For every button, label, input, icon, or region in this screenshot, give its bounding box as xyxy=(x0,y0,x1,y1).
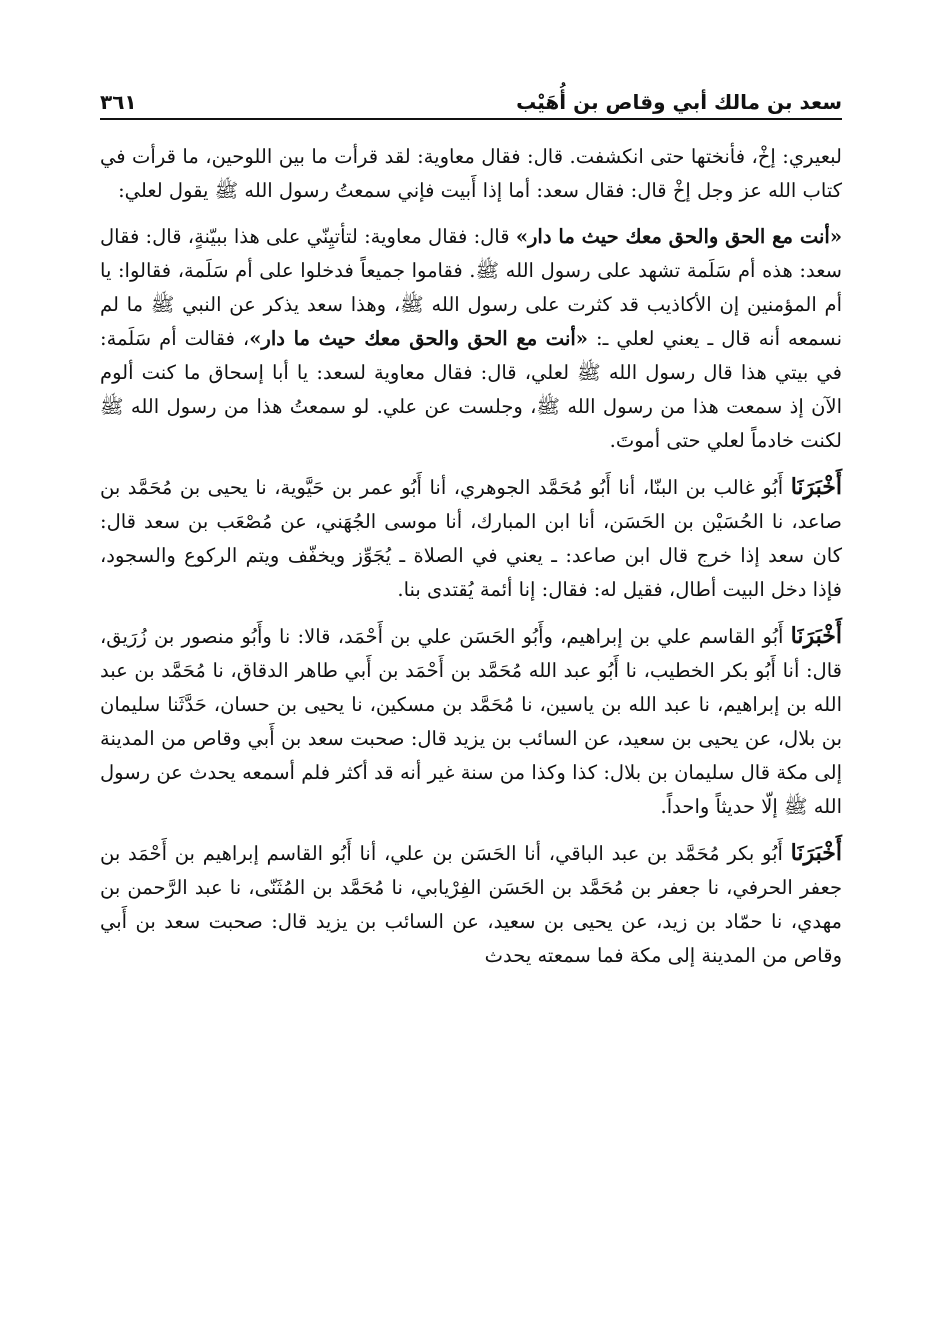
paragraph xyxy=(100,619,842,824)
body-text xyxy=(100,140,842,985)
text-segment: لبعيري: إخْ، فأنختها حتى انكشفت. قال: فقال معاوية: لقد قرأت ما بين اللوحين، ما قرأت في كتاب الله عز وجل إخْ قال: فقال سعد: أما إذا أَبيت فإني سمعتُ رسول الله ﷺ يقول لعلي: xyxy=(100,145,842,202)
narration-marker: أَخْبَرَنَا xyxy=(790,840,842,866)
hadith-quote: «أنت مع الحق والحق معك حيث ما دار» xyxy=(249,327,588,350)
text-segment: أَبُو غالب بن البنّا، أنا أَبُو مُحَمَّد الجوهري، أنا أَبُو عمر بن حَيَّوية، نا يحيى بن مُحَمَّد بن صاعد، نا الحُسَيْن بن الحَسَن، أنا ابن المبارك، أنا موسى الجُهَني، عن مُصْعَب بن سعد قال: كان سعد إذا خرج قال ابن صاعد: ـ يعني في الصلاة ـ يُجَوِّز ويخفّف ويتم الركوع والسجود، فإذا دخل البيت أطال، فقيل له: فقال: إنا أئمة يُقتدى بنا. xyxy=(100,476,842,601)
text-segment: ، فقالت أم سَلَمة: في بيتي هذا قال رسول الله ﷺ لعلي، قال: فقال معاوية لسعد: يا أبا إسحاق ما كنت ألوم الآن إذ سمعت هذا من رسول الله ﷺ، وجلست عن علي. لو سمعتُ هذا من رسول الله ﷺ لكنت خادماً لعلي حتى أموتَ. xyxy=(100,327,842,452)
paragraph xyxy=(100,836,842,973)
paragraph xyxy=(100,220,842,458)
narration-marker: أَخْبَرَنَا xyxy=(790,474,843,500)
paragraph xyxy=(100,470,842,607)
running-title: سعد بن مالك أبي وقاص بن أُهَيْب xyxy=(516,90,842,114)
text-segment: أَبُو بكر مُحَمَّد بن عبد الباقي، أنا الحَسَن بن علي، أنا أَبُو القاسم إبراهيم بن أَحْمَد بن جعفر الحرفي، نا جعفر بن مُحَمَّد بن الحَسَن الفِرْيابي، نا مُحَمَّد بن المُثَنّى، نا عبد الرَّحمن بن مهدي، نا حمّاد بن زيد، عن يحيى بن سعيد، عن السائب بن يزيد قال: صحبت سعد بن أَبي وقاص من المدينة إلى مكة فما سمعته يحدث xyxy=(100,842,842,967)
hadith-quote: «أنت مع الحق والحق معك حيث ما دار» xyxy=(515,225,843,248)
narration-marker: أَخْبَرَنَا xyxy=(790,623,842,649)
paragraph xyxy=(100,140,842,208)
running-header xyxy=(100,78,842,120)
text-segment: قال: فقال معاوية: لتأتيِنّي على هذا ببيّنةٍ، قال: فقال سعد: هذه أم سَلَمة تشهد على رسول الله ﷺ. فقاموا جميعاً فدخلوا على أم سَلَمة، فقالوا: يا أم المؤمنين إن الأكاذيب قد كثرت على رسول الله ﷺ، وهذا سعد يذكر عن النبي ﷺ ما لم نسمعه أنه قال ـ يعني لعلي ـ: xyxy=(100,225,843,350)
page-number: ٣٦١ xyxy=(100,90,137,114)
text-segment: أَبُو القاسم علي بن إبراهيم، وأَبُو الحَسَن علي بن أَحْمَد، قالا: نا وأَبُو منصور بن زُرَيق، قال: أنا أَبُو بكر الخطيب، نا أَبُو عبد الله مُحَمَّد بن أَحْمَد بن أَبي طاهر الدقاق، نا مُحَمَّد بن عبد الله بن إبراهيم، نا عبد الله بن ياسين، نا مُحَمَّد بن مسكين، نا يحيى بن حسان، حَدَّثَنا سليمان بن بلال، عن يحيى بن سعيد، عن السائب بن يزيد قال: صحبت سعد بن أَبي وقاص من المدينة إلى مكة قال سليمان بن بلال: كذا وكذا من سنة غير أنه قد أكثر فلم أسمعه يحدث عن رسول الله ﷺ إلّا حديثاً واحداً. xyxy=(100,625,842,818)
